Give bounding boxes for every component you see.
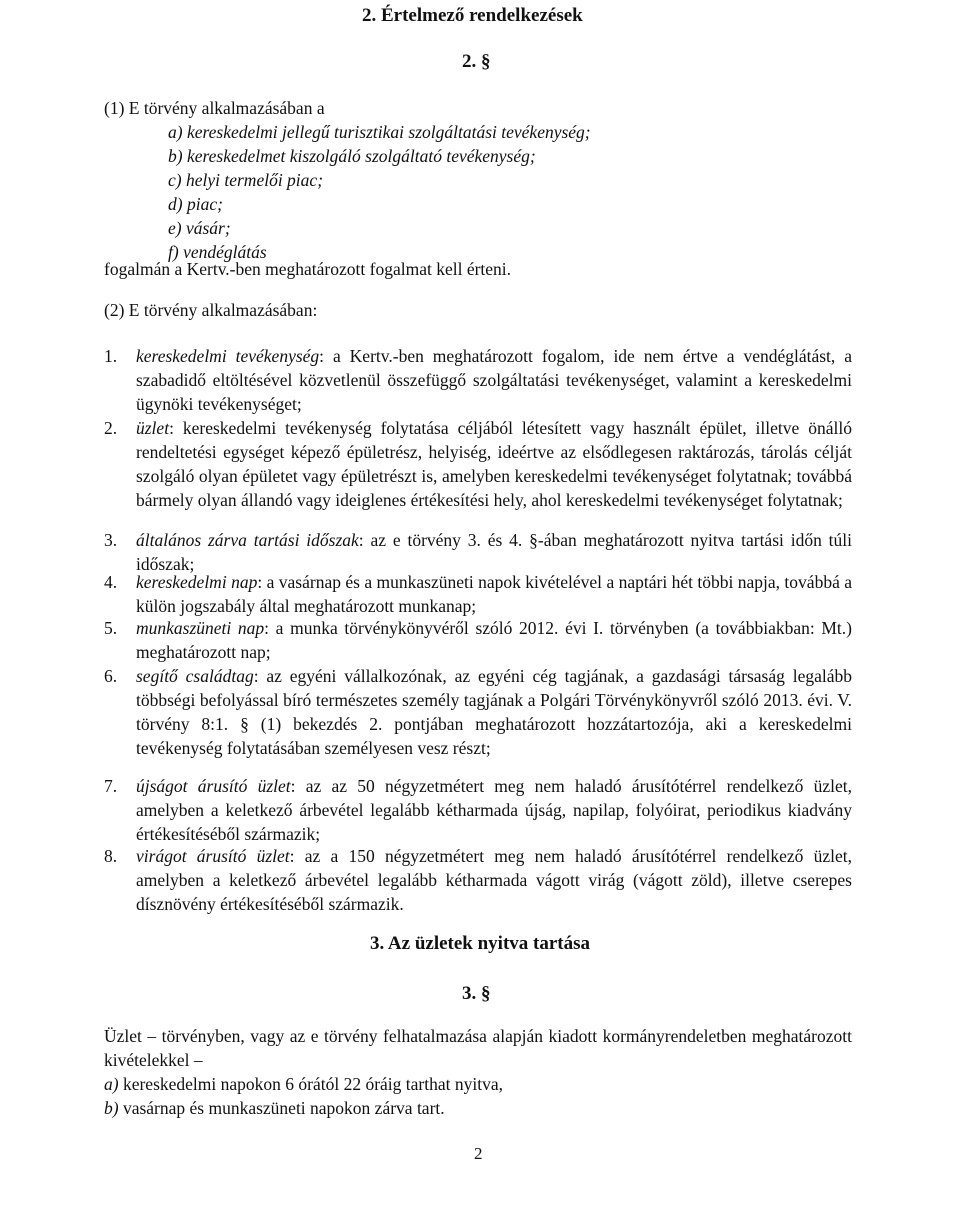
definition-number: 6. [104,666,118,686]
definition-text: : az az 50 négyzetmétert meg nem haladó árusítótérrel rendelkező üzlet, amelyben a keletkező árbevétel legalább kétharmada újság, napilap, folyóirat, periodikus kiadvány értékesítéséből származik; [136,776,853,844]
list-item [168,216,231,240]
section-3-heading: 3. § [462,983,491,1004]
definition-term: kereskedelmi nap [136,572,258,592]
item-text: vasárnap és munkaszüneti napokon zárva tart. [118,1098,445,1118]
definition-item [104,570,852,618]
definition-number: 2. [104,418,118,438]
chapter-2-title: 2. Értelmező rendelkezések [362,5,583,26]
definition-item [104,416,852,512]
definition-text: : kereskedelmi tevékenység folytatása céljából létesített vagy használt épület, illetve önálló rendeltetési egységet képező épületrész, helyiség, ideértve az elsődlegesen raktározás, tárolás célját szolgáló olyan épületet vagy épületrészt is, amelyben kereskedelmi tevékenységet folytatnak; továbbá bármely olyan állandó vagy ideiglenes értékesítési hely, ahol kereskedelmi tevékenységet folytatnak; [136,418,852,510]
definition-text: : a vasárnap és a munkaszüneti napok kivételével a naptári hét többi napja, továbbá a külön jogszabály által meghatározott munkanap; [136,572,852,616]
definition-item [104,664,852,760]
definition-number: 7. [104,776,118,796]
definition-number: 3. [104,530,118,550]
item-text: kereskedelmi napokon 6 órától 22 óráig tarthat nyitva, [118,1074,503,1094]
item-label: a) [168,122,183,142]
definition-term: általános zárva tartási időszak [136,530,359,550]
paragraph-1-intro: (1) E törvény alkalmazásában a [104,98,325,118]
item-label: d) [168,194,183,214]
item-text: kereskedelmi jellegű turisztikai szolgáltatási tevékenység; [186,122,591,142]
definition-number: 5. [104,618,118,638]
definition-text: : az a 150 négyzetmétert meg nem haladó árusítótérrel rendelkező üzlet, amelyben a keletkező árbevétel legalább kétharmada vágott virág (vágott zöld), illetve cserepes dísznövény értékesítéséből származik. [136,846,853,914]
definition-text: : az egyéni vállalkozónak, az egyéni cég tagjának, a gazdasági társaság legalább többségi befolyással bíró természetes személy tagjának a Polgári Törvénykönyvről szóló 2013. évi. V. törvény 8:1. § (1) bekezdés 2. pontjában meghatározott hozzátartozója, aki a kereskedelmi tevékenység folytatásában személyesen vesz részt; [136,666,853,758]
definition-item [104,528,852,576]
item-label: c) [168,170,182,190]
item-text: kereskedelmet kiszolgáló szolgáltató tevékenység; [186,146,536,166]
item-text: piac; [186,194,223,214]
definition-item [104,844,852,916]
definition-text: : a Kertv.-ben meghatározott fogalom, ide nem értve a vendéglátást, a szabadidő eltöltésével közvetlenül összefüggő szolgáltatási tevékenységet, valamint a kereskedelmi ügynöki tevékenységet; [136,346,852,414]
definition-item [104,344,852,416]
item-label: a) [104,1074,119,1094]
definition-text: : az e törvény 3. és 4. §-ában meghatározott nyitva tartási időn túli időszak; [136,530,852,574]
list-item [168,192,223,216]
item-label: b) [104,1098,119,1118]
item-label: e) [168,218,182,238]
list-item [168,168,323,192]
definition-term: újságot árusító üzlet [136,776,291,796]
definition-term: segítő családtag [136,666,254,686]
chapter-3-title: 3. Az üzletek nyitva tartása [369,933,591,954]
definition-number: 8. [104,846,118,866]
item-label: f) [168,242,179,262]
definition-term: virágot árusító üzlet [136,846,290,866]
list-item [168,120,591,144]
item-text: vásár; [185,218,231,238]
definition-text: : a munka törvénykönyvéről szóló 2012. évi I. törvényben (a továbbiakban: Mt.) meghatározott nap; [136,618,852,662]
definition-term: munkaszüneti nap [136,618,265,638]
definition-number: 1. [104,346,118,366]
definition-term: üzlet [136,418,170,438]
item-label: b) [168,146,183,166]
list-item [168,144,536,168]
page-number: 2 [474,1144,483,1163]
list-item [104,1072,503,1096]
definition-item [104,774,852,846]
item-text: helyi termelői piac; [185,170,324,190]
section-3-intro: Üzlet – törvényben, vagy az e törvény felhatalmazása alapján kiadott kormányrendeletben meghatározott kivételekkel – [104,1026,852,1070]
section-2-heading: 2. § [462,51,491,72]
definition-term: kereskedelmi tevékenység [136,346,320,366]
definition-item [104,616,852,664]
list-item [104,1096,445,1120]
paragraph-2-intro: (2) E törvény alkalmazásában: [104,300,318,320]
item-text: vendéglátás [183,242,267,262]
definition-number: 4. [104,572,118,592]
paragraph-1-closing: fogalmán a Kertv.-ben meghatározott fogalmat kell érteni. [104,259,512,279]
